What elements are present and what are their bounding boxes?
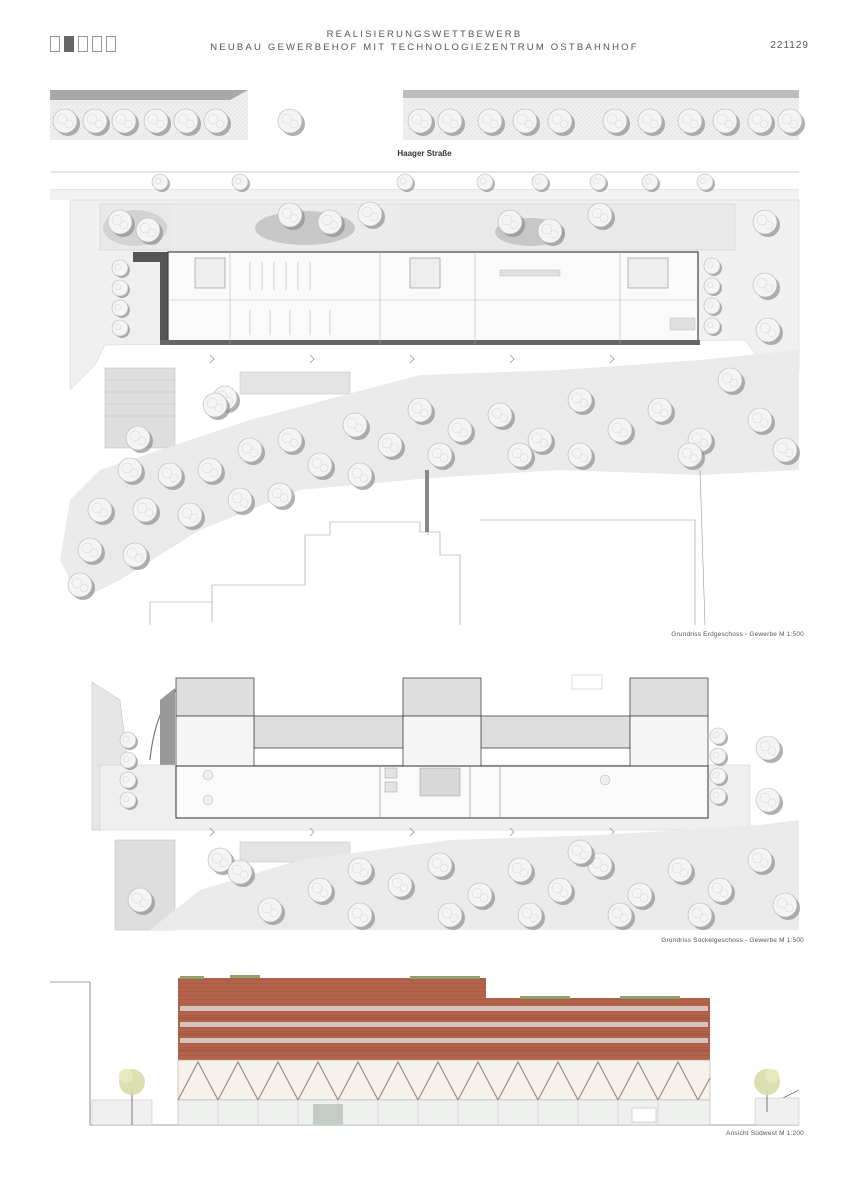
street-trees-mid <box>152 174 715 192</box>
title-line-1: REALISIERUNGSWETTBEWERB <box>326 29 523 40</box>
entry-code: 221129 <box>770 40 809 51</box>
elevation-southwest <box>50 975 799 1125</box>
plan-ground-floor <box>50 90 805 625</box>
caption-basement: Grundriss Sockelgeschoss - Gewerbe M 1:500 <box>661 937 804 944</box>
caption-elevation: Ansicht Südwest M 1:200 <box>726 1130 804 1137</box>
street-name-label: Haager Straße <box>397 149 452 158</box>
plan-basement <box>92 675 800 930</box>
caption-ground-floor: Grundriss Erdgeschoss - Gewerbe M 1:500 <box>671 631 804 638</box>
title-line-2: NEUBAU GEWERBEHOF MIT TECHNOLOGIEZENTRUM OSTBAHNHOF <box>210 42 639 53</box>
